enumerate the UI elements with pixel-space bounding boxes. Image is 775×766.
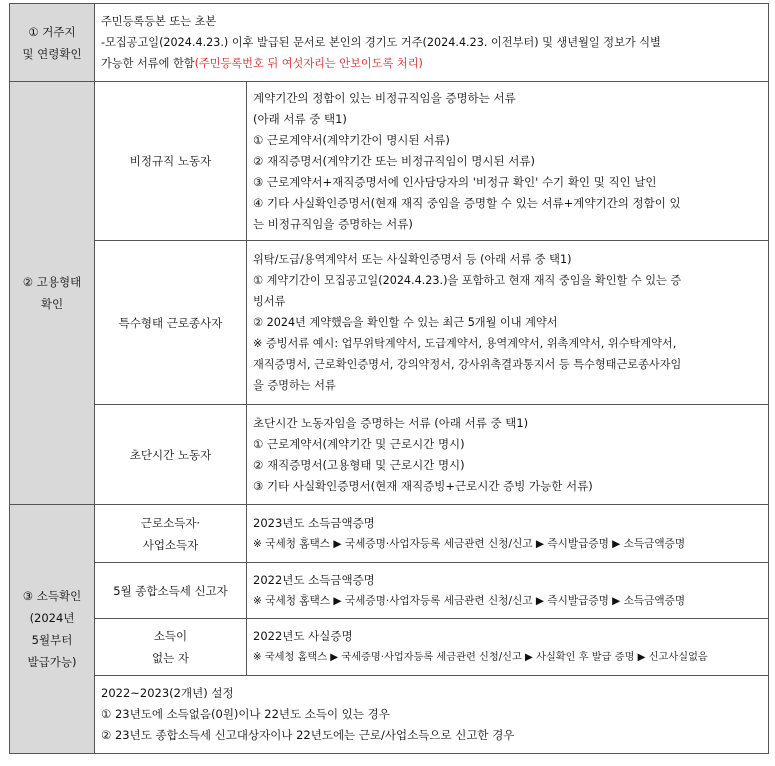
content-line: ① 계약기간이 모집공고일(2024.4.23.)을 포함하고 현재 재직 중임을 확인할 수 있는 증	[253, 274, 682, 287]
may-filers-label: 5월 종합소득세 신고자	[95, 563, 247, 619]
content-line: ③ 근로계약서+재직증명서에 인사담당자의 '비정규 확인' 수기 확인 및 직인 날인	[253, 174, 657, 189]
no-income-content	[247, 619, 769, 676]
earners-row	[10, 505, 769, 563]
no-income-row	[10, 619, 769, 676]
shorttime-label: 초단시간 노동자	[95, 405, 247, 505]
content-line: ② 재직증명서(고용형태 및 근로시간 명시)	[253, 457, 465, 472]
income-category	[10, 505, 95, 754]
category-line: ① 거주지	[28, 24, 76, 39]
employment-category	[10, 82, 95, 505]
content-line: ① 근로계약서(계약기간이 명시된 서류)	[253, 132, 450, 147]
label-line: 근로소득자·	[140, 515, 201, 530]
may-filers-content	[247, 563, 769, 619]
earners-content	[247, 505, 769, 563]
content-line: 2023년도 소득금액증명	[253, 515, 375, 530]
category-line: (2024년	[29, 611, 75, 625]
earners-label	[95, 505, 247, 563]
content-line: ※ 증빙서류 예시: 업무위탁계약서, 도급계약서, 용역계약서, 위촉계약서, 위수탁계약서,	[253, 337, 677, 350]
category-line: 5월부터	[31, 633, 73, 647]
label-line: 없는 자	[152, 651, 189, 665]
residence-content	[95, 4, 769, 82]
shorttime-content	[247, 405, 769, 505]
content-line: ② 2024년 계약했음을 확인할 수 있는 최근 5개월 이내 계약서	[253, 316, 558, 329]
may-filers-row	[10, 563, 769, 619]
nonregular-row	[10, 82, 769, 241]
income-note-content	[95, 676, 769, 754]
content-line: 빙서류	[253, 295, 286, 308]
label-line: 소득이	[153, 629, 188, 643]
special-employment-label: 특수형태 근로종사자	[95, 241, 247, 405]
no-income-label	[95, 619, 247, 676]
nonregular-content	[247, 82, 769, 241]
content-line: 초단시간 노동자임을 증명하는 서류 (아래 서류 중 택1)	[253, 415, 529, 430]
content-line: 재직증명서, 근로확인증명서, 강의약정서, 강사위촉결과통지서 등 특수형태근로종사자임	[253, 358, 682, 371]
content-line: 2022년도 사실증명	[253, 629, 353, 643]
content-line: 계약기간의 정함이 있는 비정규직임을 증명하는 서류	[253, 90, 516, 105]
privacy-note: (주민등록번호 뒤 여섯자리는 안보이도록 처리)	[194, 57, 423, 70]
content-line: -모집공고일(2024.4.23.) 이후 발급된 문서로 본인의 경기도 거주(2024.4.23. 이전부터) 및 생년월일 정보가 식별	[101, 36, 661, 49]
content-line	[101, 53, 762, 74]
label-line: 사업소득자	[142, 537, 199, 552]
nonregular-label: 비정규직 노동자	[95, 82, 247, 241]
content-line: (아래 서류 중 택1)	[253, 111, 347, 126]
content-line: ① 근로계약서(계약기간 및 근로시간 명시)	[253, 436, 465, 451]
content-line: ② 재직증명서(계약기간 또는 비정규직임이 명시된 서류)	[253, 153, 535, 168]
special-employment-content	[247, 241, 769, 405]
category-line: ③ 소득확인	[22, 589, 82, 603]
category-line: 및 연령확인	[22, 46, 82, 61]
content-line: 2022~2023(2개년) 설정	[101, 686, 234, 700]
category-line: 확인	[40, 297, 64, 311]
content-line: 주민등록등본 또는 초본	[101, 15, 217, 28]
content-line: 을 증명하는 서류	[253, 379, 336, 392]
category-line: 발급가능)	[27, 655, 77, 669]
content-line: ② 23년도 종합소득세 신고대상자이나 22년도에는 근로/사업소득으로 신고한 경우	[101, 728, 515, 742]
content-line: 위탁/도급/용역계약서 또는 사실확인증명서 등 (아래 서류 중 택1)	[253, 253, 572, 266]
category-line: ② 고용형태	[22, 275, 82, 289]
content-line: 는 비정규직임을 증명하는 서류)	[253, 216, 413, 231]
special-employment-row	[10, 241, 769, 405]
residence-category	[10, 4, 95, 82]
content-line: ③ 기타 사실확인증명서(현재 재직증빙+근로시간 증빙 가능한 서류)	[253, 478, 593, 493]
content-text: 가능한 서류에 한함	[101, 57, 195, 70]
content-line: 2022년도 소득금액증명	[253, 572, 375, 587]
content-line: ※ 국세청 홈택스 ▶ 국세증명·사업자등록 세금관련 신청/신고 ▶ 즉시발급증명 ▶ 소득금액증명	[253, 537, 686, 550]
content-line: ※ 국세청 홈택스 ▶ 국세증명·사업자등록 세금관련 신청/신고 ▶ 사실확인 후 발급 증명 ▶ 신고사실없음	[253, 652, 708, 663]
content-line: ① 23년도에 소득없음(0원)이나 22년도 소득이 있는 경우	[101, 707, 390, 721]
content-line: ④ 기타 사실확인증명서(현재 재직 중임을 증명할 수 있는 서류+계약기간의 정함이 있	[253, 195, 681, 210]
income-note-row	[10, 676, 769, 754]
document-requirements-table	[9, 3, 769, 754]
residence-row	[10, 4, 769, 82]
shorttime-row	[10, 405, 769, 505]
content-line: ※ 국세청 홈택스 ▶ 국세증명·사업자등록 세금관련 신청/신고 ▶ 즉시발급증명 ▶ 소득금액증명	[253, 594, 686, 607]
